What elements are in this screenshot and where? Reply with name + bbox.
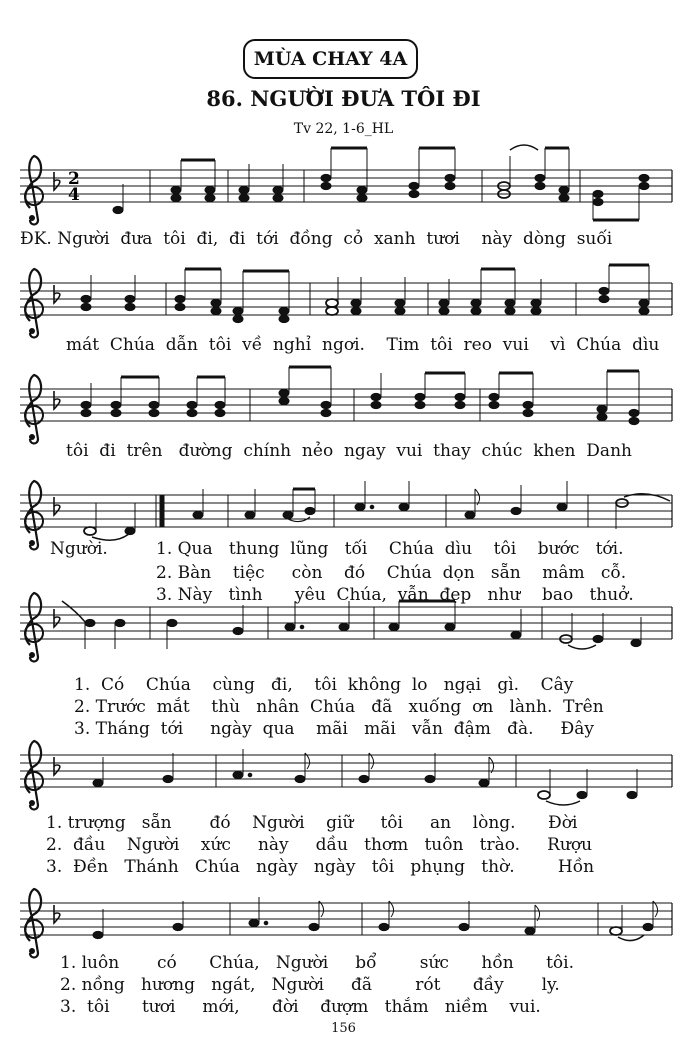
page-number: 156 bbox=[331, 1021, 356, 1036]
lyrics-verse2-line-4: 2. Bàn tiệc còn đó Chúa dọn sẵn mâm cỗ. bbox=[156, 563, 627, 583]
time-signature-bottom: 4 bbox=[68, 185, 80, 205]
lyrics-refrain-end: Người. bbox=[50, 539, 108, 559]
lyrics-verse3-line-5: 3. Tháng tới ngày qua mãi mãi vẫn đậm đà. Đây bbox=[74, 719, 595, 739]
song-title: 86. NGƯỜI ĐƯA TÔI ĐI bbox=[206, 86, 481, 111]
lyrics-verse3-line-7: 3. tôi tươi mới, đời đượm thắm niềm vui. bbox=[60, 997, 541, 1017]
lyrics-verse1-line-6: 1. trượng sẵn đó Người giữ tôi an lòng. Đời bbox=[46, 813, 578, 833]
staff-system-3 bbox=[20, 367, 672, 444]
lyrics-verse1-line-5: 1. Có Chúa cùng đi, tôi không lo ngại gì. Cây bbox=[74, 675, 574, 695]
lyrics-line-2: mát Chúa dẫn tôi về nghỉ ngơi. Tim tôi reo vui vì Chúa dìu bbox=[66, 335, 660, 355]
season-label: MÙA CHAY 4A bbox=[243, 39, 418, 79]
staff-system-7 bbox=[20, 889, 672, 958]
lyrics-line-1: ĐK. Người đưa tôi đi, đi tới đồng cỏ xanh tươi này dòng suối bbox=[20, 229, 613, 249]
psalm-reference: Tv 22, 1-6_HL bbox=[293, 121, 394, 137]
lyrics-verse3-line-4: 3. Này tình yêu Chúa, vẫn đẹp như bao thuở. bbox=[156, 585, 634, 605]
lyrics-verse1-line-4: 1. Qua thung lũng tối Chúa dìu tôi bước tới. bbox=[156, 539, 624, 559]
lyrics-verse3-line-6: 3. Đền Thánh Chúa ngày ngày tôi phụng thờ. Hồn bbox=[46, 857, 595, 877]
lyrics-verse2-line-6: 2. đầu Người xức này dầu thơm tuôn trào. Rượu bbox=[46, 835, 593, 855]
lyrics-line-3: tôi đi trên đường chính nẻo ngay vui thay chúc khen Danh bbox=[66, 441, 632, 461]
staff-system-2 bbox=[20, 265, 672, 338]
lyrics-verse1-line-7: 1. luôn có Chúa, Người bổ sức hồn tôi. bbox=[60, 953, 575, 973]
staff-system-6 bbox=[20, 741, 672, 810]
lyrics-verse2-line-7: 2. nồng hương ngát, Người đã rót đầy ly. bbox=[60, 975, 560, 995]
lyrics-verse2-line-5: 2. Trước mắt thù nhân Chúa đã xuống ơn lành. Trên bbox=[74, 697, 604, 717]
time-signature-top: 2 bbox=[68, 169, 80, 189]
staff-system-1 bbox=[20, 145, 672, 225]
